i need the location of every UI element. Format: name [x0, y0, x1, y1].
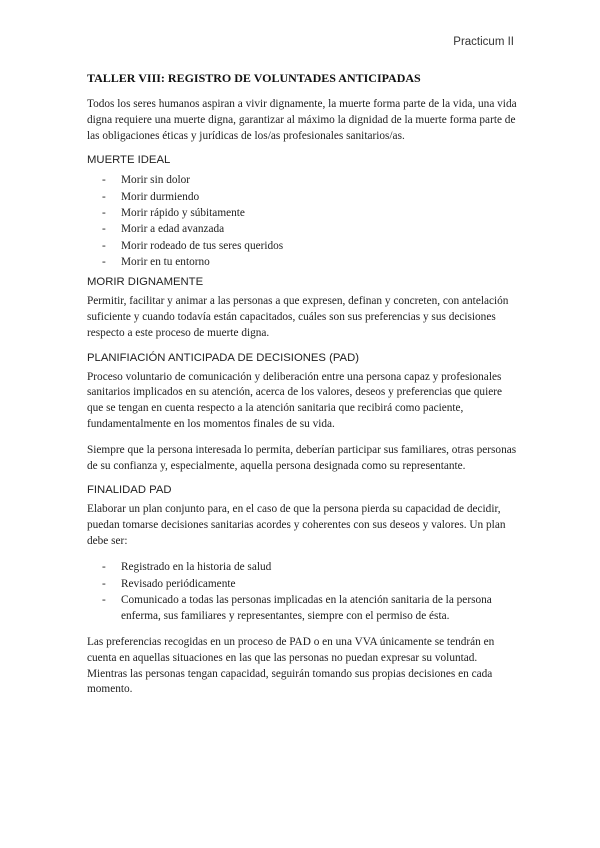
intro-paragraph: Todos los seres humanos aspiran a vivir dignamente, la muerte forma parte de la vida, una vida digna requiere una muerte digna, garantizar al máximo la dignidad de la muerte forma parte de las obligaciones éticas y jurídicas de los/as profesionales sanitarios/as.	[87, 98, 517, 142]
list-item: - Morir rápido y súbitamente	[87, 205, 517, 221]
pad-paragraph-2: Siempre que la persona interesada lo permita, deberían participar sus familiares, otras personas de su confianza y, especialmente, aquella persona designada como su representante.	[87, 443, 517, 472]
page-title: TALLER VIII: REGISTRO DE VOLUNTADES ANTICIPADAS	[87, 71, 421, 85]
dash-bullet: -	[102, 255, 106, 268]
dash-bullet: -	[102, 594, 106, 607]
dash-bullet: -	[102, 239, 106, 252]
dash-bullet: -	[102, 206, 106, 219]
page-header: Practicum II	[453, 36, 514, 48]
dash-bullet: -	[102, 560, 106, 573]
document-body	[87, 71, 517, 708]
dash-bullet: -	[102, 190, 106, 203]
list-item: - Morir en tu entorno	[87, 254, 517, 270]
morir-dignamente-paragraph: Permitir, facilitar y animar a las personas a que expresen, definan y concreten, con antelación suficiente y cuando todavía están capacitados, cuáles son sus preferencias y sus decisiones respecto a este proceso de muerte digna.	[87, 295, 509, 339]
finalidad-paragraph: Elaborar un plan conjunto para, en el caso de que la persona pierda su capacidad de decidir, puedan tomarse decisiones sanitarias acordes y coherentes con sus deseos y valores. Un plan debe ser:	[87, 503, 506, 547]
list-item: - Registrado en la historia de salud	[87, 560, 517, 576]
section-heading-pad: PLANIFIACIÓN ANTICIPADA DE DECISIONES (PAD)	[87, 351, 360, 364]
dash-bullet: -	[102, 174, 106, 187]
list-item: - Morir sin dolor	[87, 172, 517, 188]
list-item: - Morir rodeado de tus seres queridos	[87, 238, 517, 254]
dash-bullet: -	[102, 577, 106, 590]
section-heading-finalidad: FINALIDAD PAD	[87, 484, 172, 497]
list-item: - Morir durmiendo	[87, 189, 517, 205]
muerte-ideal-list	[87, 172, 517, 270]
list-item: - Morir a edad avanzada	[87, 221, 517, 237]
pad-paragraph-1: Proceso voluntario de comunicación y deliberación entre una persona capaz y profesionales sanitarios implicados en su atención, acerca de los valores, deseos y preferencias que quiere que se tengan en cuenta respecto a la atención sanitaria que recibirá como paciente, fundamentalmente en los momentos finales de su vida.	[87, 370, 502, 430]
section-heading-morir-dignamente: MORIR DIGNAMENTE	[87, 276, 204, 289]
finalidad-list	[87, 560, 517, 625]
list-item: - Revisado periódicamente	[87, 577, 517, 593]
list-item: - Comunicado a todas las personas implicadas en la atención sanitaria de la persona enferma, sus familiares y representantes, siempre con el permiso de ésta.	[102, 594, 492, 623]
section-heading-muerte-ideal: MUERTE IDEAL	[87, 154, 171, 167]
closing-paragraph: Las preferencias recogidas en un proceso de PAD o en una VVA únicamente se tendrán en cuenta en aquellas situaciones en las que las personas no puedan expresar su voluntad. Mientras las personas tengan capacidad, seguirán tomando sus propias decisiones en cada momento.	[87, 635, 495, 696]
dash-bullet: -	[102, 223, 106, 236]
